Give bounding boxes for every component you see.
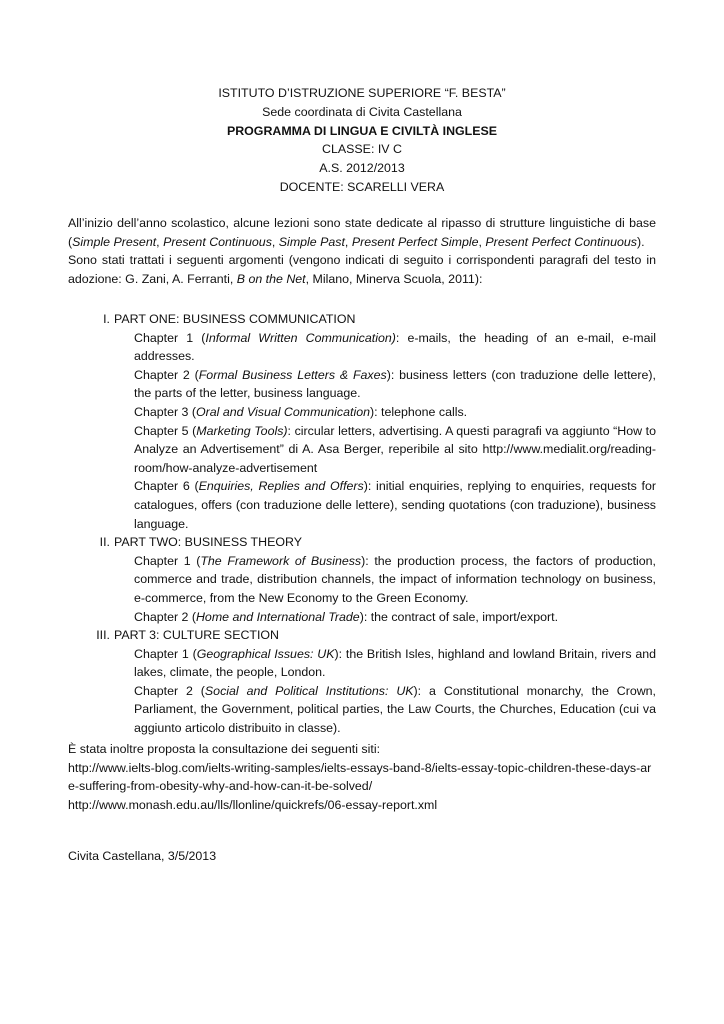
tense-name: Simple Present [72, 234, 157, 249]
tense-name: Present Continuous [163, 234, 272, 249]
part-heading [68, 626, 656, 645]
chapter-title: Formal Business Letters & Faxes [198, 367, 387, 382]
chapter-title: The Framework of Business [200, 553, 362, 568]
chapter-topics: ): a Constitutional monarchy, the Crown, Parliament, the Government, political parties, the Law Courts, the Churches, Education (cui va aggiunto articolo distribuito in classe). [134, 683, 657, 736]
chapter-entry [134, 682, 656, 738]
teacher-name: DOCENTE: SCARELLI VERA [279, 179, 445, 194]
part-title: PART ONE: BUSINESS COMMUNICATION [114, 312, 356, 326]
chapter-label: Chapter 2 ( [134, 367, 199, 382]
chapter-title: Marketing Tools) [196, 423, 288, 438]
chapter-label: Chapter 6 ( [134, 479, 199, 494]
websites-section [68, 740, 658, 814]
part-heading [68, 533, 656, 552]
chapter-entry [134, 329, 656, 366]
school-name: ISTITUTO D’ISTRUZIONE SUPERIORE “F. BESTA” [218, 86, 506, 100]
chapter-label: Chapter 5 ( [134, 423, 197, 438]
program-title: PROGRAMMA DI LINGUA E CIVILTÀ INGLESE [226, 123, 498, 138]
website-url-ielts: http://www.ielts-blog.com/ielts-writing-samples/ielts-essays-band-8/ielts-essay-topic-children-these-days-are-suffering-from-obesity-why-and-how-can-it-be-solved/ [68, 760, 652, 794]
intro-paragraph-2 [68, 251, 656, 288]
chapter-topics: ): the production process, the factors of production, commerce and trade, distribution channels, the impact of information technology on business, e-commerce, from the New Economy to the Green Economy. [134, 553, 656, 605]
chapter-entry [134, 422, 656, 478]
chapter-label: Chapter 2 ( [134, 609, 196, 624]
chapter-title: Oral and Visual Communication [195, 404, 370, 419]
part-numeral: I. [103, 312, 110, 326]
intro-text: , Milano, Minerva Scuola, 2011): [305, 271, 483, 286]
websites-intro: È stata inoltre proposta la consultazione dei seguenti siti: [68, 742, 381, 756]
separator: , [478, 234, 486, 249]
chapter-title: Home and International Trade [195, 609, 360, 624]
chapter-topics: ): initial enquiries, replying to enquiries, requests for catalogues, offers (con traduzione delle lettere), sending quotations (con traduzione), business language. [134, 479, 657, 531]
intro-text: ). [636, 234, 645, 249]
school-seat: Sede coordinata di Civita Castellana [262, 104, 462, 119]
chapter-title: Geographical Issues: UK [196, 646, 335, 661]
chapter-label: Chapter 1 ( [134, 553, 201, 568]
part-title: PART 3: CULTURE SECTION [114, 628, 280, 643]
chapter-topics: ): telephone calls. [370, 404, 468, 419]
chapter-entry [134, 403, 656, 422]
website-url-monash: http://www.monash.edu.au/lls/llonline/quickrefs/06-essay-report.xml [68, 797, 438, 812]
chapter-topics: ): the British Isles, highland and lowland Britain, rivers and lakes, climate, the people, London. [134, 646, 656, 680]
chapter-title: Informal Written Communication) [205, 330, 396, 345]
chapter-entry [134, 608, 656, 627]
intro-text: Sono stati trattati i seguenti argomenti (vengono indicati di seguito i corrispondenti paragrafi del testo in adozione: G. Zani, A. Ferranti, [68, 253, 656, 286]
separator: , [344, 234, 352, 249]
school-year: A.S. 2012/2013 [319, 161, 405, 176]
part-heading [68, 310, 656, 329]
chapter-label: Chapter 1 ( [134, 330, 206, 345]
chapter-label: Chapter 1 ( [134, 646, 197, 661]
tense-name: Present Perfect Simple [351, 234, 479, 249]
chapter-entry [134, 552, 656, 608]
chapter-topics: ): business letters (con traduzione delle lettere), the parts of the letter, business language. [134, 367, 656, 401]
chapter-topics: : circular letters, advertising. A questi paragrafi va aggiunto “How to Analyze an Advertisement” di A. Asa Berger, reperibile al sito http://www.medialit.org/reading-room/how-analyze-advertisement [134, 423, 657, 475]
place-date: Civita Castellana, 3/5/2013 [68, 849, 217, 863]
chapter-label: Chapter 3 ( [134, 404, 196, 419]
chapter-title: Social and Political Institutions: UK [204, 683, 414, 698]
intro-paragraph-1 [68, 214, 656, 251]
separator: , [156, 234, 164, 249]
tense-name: Simple Past [278, 234, 345, 249]
chapter-entry [134, 366, 656, 403]
part-numeral: III. [96, 628, 110, 643]
chapter-entry [134, 645, 656, 682]
intro-text: All’inizio dell’anno scolastico, alcune lezioni sono state dedicate al ripasso di strutture linguistiche di base ( [68, 216, 656, 249]
part-title: PART TWO: BUSINESS THEORY [114, 535, 302, 550]
chapter-label: Chapter 2 ( [134, 683, 205, 698]
chapter-title: Enquiries, Replies and Offers [198, 479, 364, 494]
chapter-topics: : e-mails, the heading of an e-mail, e-mail addresses. [134, 330, 656, 364]
chapter-entry [134, 477, 656, 533]
part-numeral: II. [99, 535, 110, 550]
tense-name: Present Perfect Continuous [485, 234, 637, 249]
book-title: B on the Net [236, 271, 306, 286]
document-header [0, 84, 724, 197]
chapter-topics: ): the contract of sale, import/export. [359, 609, 559, 624]
intro-section [68, 214, 656, 288]
program-parts-list [68, 310, 656, 738]
class-label: CLASSE: IV C [322, 142, 402, 157]
separator: , [271, 234, 279, 249]
